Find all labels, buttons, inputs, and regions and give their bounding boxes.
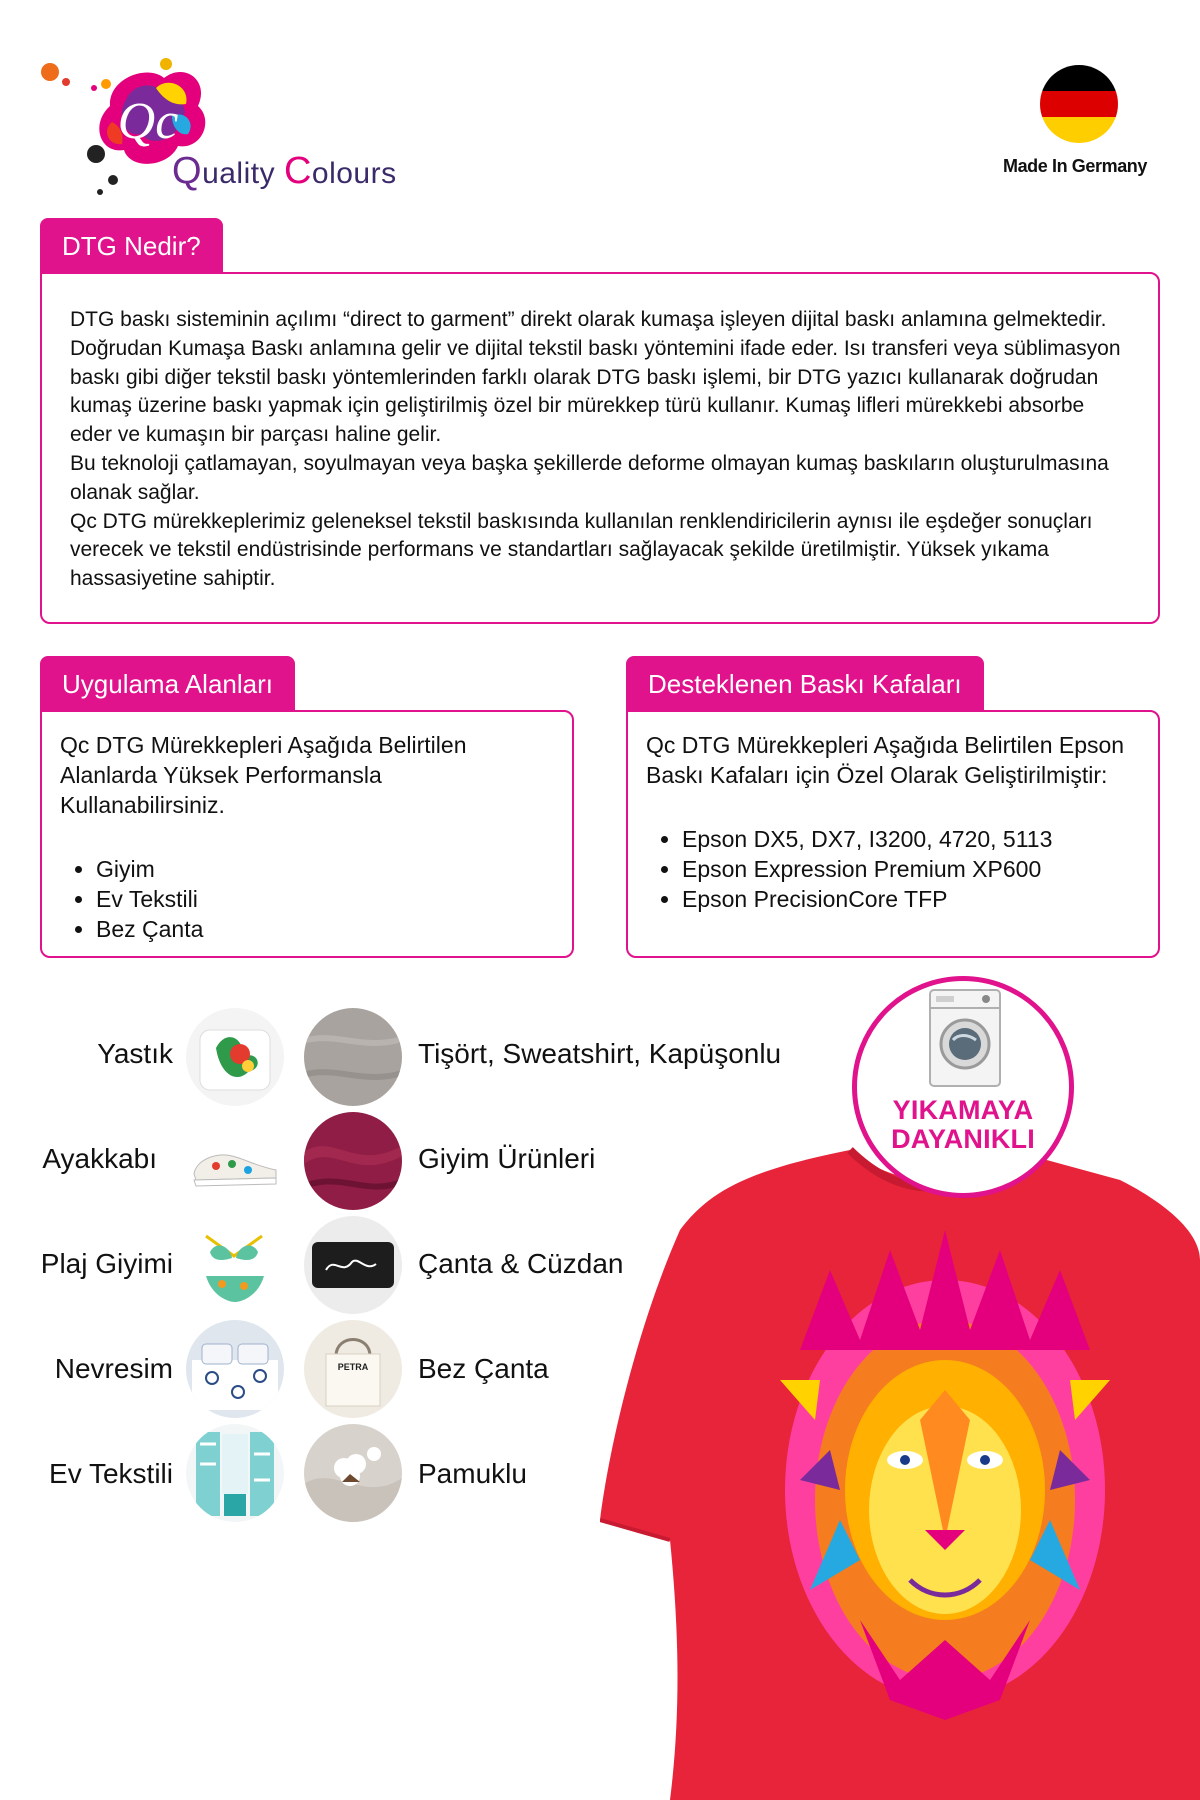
use-label-tote: Bez Çanta	[418, 1353, 549, 1384]
germany-flag-icon	[1040, 65, 1118, 143]
use-label-clothing: Giyim Ürünleri	[418, 1143, 596, 1174]
use-label-cotton: Pamuklu	[418, 1458, 527, 1489]
tote-bag-icon	[304, 1320, 402, 1418]
list-item: • Epson DX5, DX7, I3200, 4720, 5113	[682, 824, 1126, 854]
tshirt-image	[600, 1120, 1200, 1800]
dtg-description-box	[40, 272, 1160, 624]
logo-monogram: Qc	[117, 93, 179, 150]
grey-fabric-icon	[304, 1008, 402, 1106]
wallet-icon	[304, 1216, 402, 1314]
print-heads-section-title: Desteklenen Baskı Kafaları	[626, 656, 984, 710]
list-item: • Bez Çanta	[96, 914, 540, 944]
bikini-icon	[186, 1216, 284, 1314]
wash-resistant-text: YIKAMAYA DAYANIKLI	[891, 1095, 1035, 1154]
list-item: • Ev Tekstili	[96, 884, 540, 914]
dtg-paragraph: Bu teknoloji çatlamayan, soyulmayan veya başka şekillerde deforme olmayan kumaş baskıların oluşturulmasına olanak sağlar.	[70, 451, 1109, 504]
maroon-fabric-icon	[304, 1112, 402, 1210]
list-item: • Giyim	[96, 854, 540, 884]
pillow-icon	[186, 1008, 284, 1106]
use-label-shoes: Ayakkabı	[42, 1143, 157, 1174]
dtg-section-title: DTG Nedir?	[40, 218, 223, 272]
applications-box	[40, 710, 574, 958]
washing-machine-icon	[928, 988, 1002, 1088]
tote-print-text: PETRA	[337, 1362, 369, 1372]
brand-name: Quality Colours	[172, 150, 397, 192]
made-in-germany-label: Made In Germany	[1002, 156, 1148, 176]
print-heads-list	[646, 824, 1126, 914]
cotton-icon	[304, 1424, 402, 1522]
applications-list	[60, 854, 540, 944]
applications-intro: Qc DTG Mürekkepleri Aşağıda Belirtilen Alanlarda Yüksek Performansla Kullanabilirsiniz.	[60, 732, 467, 818]
curtain-icon	[186, 1424, 284, 1522]
use-label-tshirt: Tişört, Sweatshirt, Kapüşonlu	[418, 1038, 782, 1069]
dtg-paragraph: DTG baskı sisteminin açılımı “direct to garment” direkt olarak kumaşa işleyen dijital baskı anlamına gelmektedir. Doğrudan Kumaşa Baskı anlamına gelir ve dijital tekstil baskı yöntemini ifade eder. Isı transferi veya süblimasyon baskı gibi diğer tekstil baskı yöntemlerinden farklı olarak DTG baskı işlemi, bir DTG yazıcı kullanarak doğrudan kumaş üzerine baskı yapmak için geliştirilmiş özel bir mürekkep türü kullanır. Kumaş lifleri mürekkebi absorbe eder ve kumaşın bir parçası haline gelir.	[70, 308, 1121, 447]
dtg-paragraph: Qc DTG mürekkeplerimiz geleneksel tekstil baskısında kullanılan renklendiricilerin aynısı ile eşdeğer sonuçları verecek ve tekstil endüstrisinde performans ve standartları sağlayacak şekilde üretilmiştir. Yüksek yıkama hassasiyetine sahiptir.	[70, 509, 1093, 591]
use-label-pillow: Yastık	[97, 1038, 173, 1069]
applications-section-title: Uygulama Alanları	[40, 656, 295, 710]
sneaker-icon	[186, 1112, 284, 1210]
use-label-bags-wallets: Çanta & Cüzdan	[418, 1248, 624, 1279]
list-item: • Epson PrecisionCore TFP	[682, 884, 1126, 914]
use-label-home-textile: Ev Tekstili	[49, 1458, 173, 1489]
bedding-icon	[186, 1320, 284, 1418]
list-item: • Epson Expression Premium XP600	[682, 854, 1126, 884]
use-label-beachwear: Plaj Giyimi	[40, 1248, 173, 1279]
print-heads-box	[626, 710, 1160, 958]
print-heads-intro: Qc DTG Mürekkepleri Aşağıda Belirtilen Epson Baskı Kafaları için Özel Olarak Geliştirilmiştir:	[646, 732, 1125, 788]
use-label-bedding: Nevresim	[54, 1353, 173, 1384]
